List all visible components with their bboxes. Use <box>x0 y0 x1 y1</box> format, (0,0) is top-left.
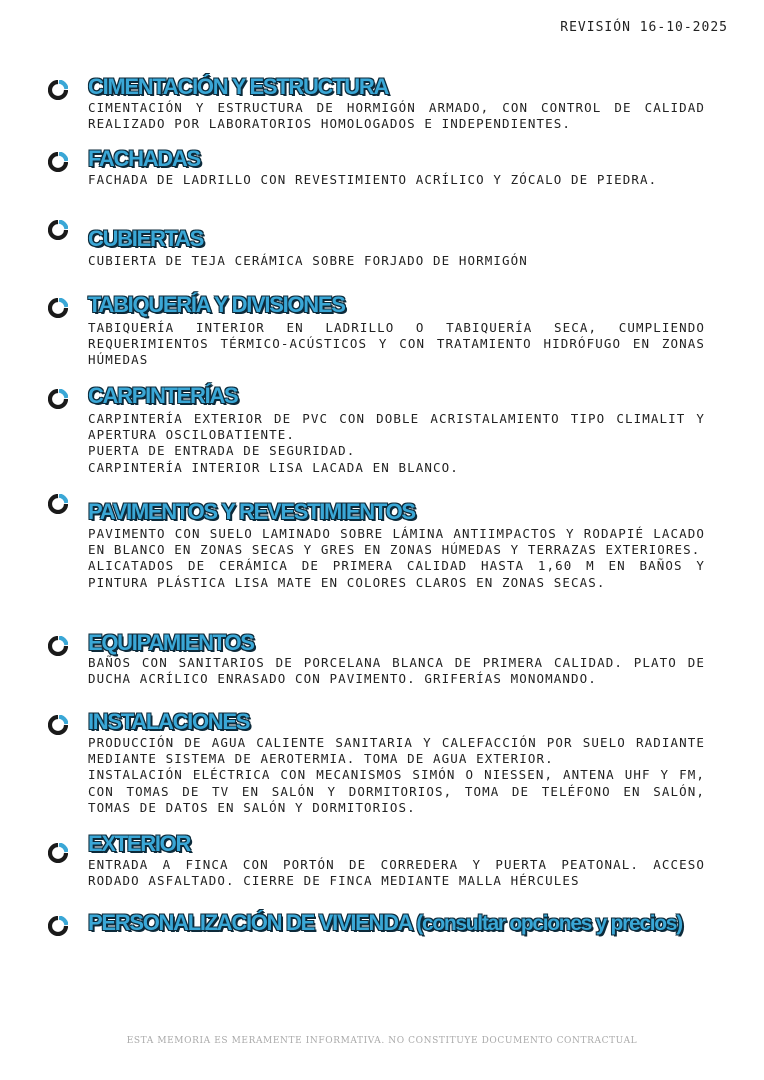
circular-arrow-icon <box>48 389 68 409</box>
section-heading <box>88 630 254 656</box>
circular-arrow-icon <box>48 494 68 514</box>
section-heading <box>88 709 249 735</box>
section-heading <box>88 383 237 409</box>
section-paragraph: ENTRADA A FINCA CON PORTÓN DE CORREDERA Y PUERTA PEATONAL. ACCESO RODADO ASFALTADO. CIERRE DE FINCA MEDIANTE MALLA HÉRCULES <box>88 857 705 889</box>
section-paragraph: CARPINTERÍA INTERIOR LISA LACADA EN BLANCO. <box>88 459 459 475</box>
section-body <box>88 253 705 269</box>
section-paragraph: FACHADA DE LADRILLO CON REVESTIMIENTO ACRÍLICO Y ZÓCALO DE PIEDRA. <box>88 172 658 187</box>
circular-arrow-icon <box>48 152 68 172</box>
section-heading-note: (consultar opciones y precios) <box>416 912 682 935</box>
section-heading-text: INSTALACIONES <box>88 709 250 734</box>
section-paragraph: ALICATADOS DE CERÁMICA DE PRIMERA CALIDAD HASTA 1,60 M EN BAÑOS Y PINTURA PLÁSTICA LISA MATE EN COLORES CLAROS EN ZONAS SECAS. <box>88 558 705 590</box>
circular-arrow-icon <box>48 843 68 863</box>
section-body <box>88 655 705 687</box>
section-heading <box>88 226 203 252</box>
section-paragraph: CARPINTERÍA EXTERIOR DE PVC CON DOBLE ACRISTALAMIENTO TIPO CLIMALIT Y APERTURA OSCILOBATIENTE. <box>88 411 705 443</box>
section-heading-text: EXTERIOR <box>88 831 191 856</box>
circular-arrow-icon <box>48 715 68 735</box>
section-heading <box>88 292 345 318</box>
section-paragraph: TABIQUERÍA INTERIOR EN LADRILLO O TABIQUERÍA SECA, CUMPLIENDO REQUERIMIENTOS TÉRMICO-ACÚSTICOS Y CON TRATAMIENTO HIDRÓFUGO EN ZONAS HÚMEDAS <box>88 320 705 368</box>
section-body <box>88 411 705 476</box>
section-heading-text: TABIQUERÍA Y DIVISIONES <box>88 292 345 317</box>
section-paragraph: PRODUCCIÓN DE AGUA CALIENTE SANITARIA Y CALEFACCIÓN POR SUELO RADIANTE MEDIANTE SISTEMA DE AEROTERMIA. TOMA DE AGUA EXTERIOR. <box>88 735 705 767</box>
circular-arrow-icon <box>48 636 68 656</box>
section-heading-text: FACHADAS <box>88 146 200 171</box>
section-paragraph: INSTALACIÓN ELÉCTRICA CON MECANISMOS SIMÓN O NIESSEN, ANTENA UHF Y FM, CON TOMAS DE TV EN SALÓN Y DORMITORIOS, TOMA DE TELÉFONO EN SALÓN, TOMAS DE DATOS EN SALÓN Y DORMITORIOS. <box>88 767 705 815</box>
section-heading-text: EQUIPAMIENTOS <box>88 630 254 655</box>
section-body <box>88 857 705 889</box>
section-body <box>88 526 705 591</box>
section-paragraph: BAÑOS CON SANITARIOS DE PORCELANA BLANCA DE PRIMERA CALIDAD. PLATO DE DUCHA ACRÍLICO ENRASADO CON PAVIMENTO. GRIFERÍAS MONOMANDO. <box>88 655 705 687</box>
revision-date: REVISIÓN 16-10-2025 <box>560 20 728 35</box>
section-heading-text: CARPINTERÍAS <box>88 383 238 408</box>
circular-arrow-icon <box>48 298 68 318</box>
section-heading <box>88 499 415 525</box>
circular-arrow-icon <box>48 220 68 240</box>
section-heading-text: PERSONALIZACIÓN DE VIVIENDA <box>88 910 412 935</box>
section-body <box>88 100 705 132</box>
section-body <box>88 172 705 188</box>
section-heading <box>88 146 200 172</box>
section-paragraph: CUBIERTA DE TEJA CERÁMICA SOBRE FORJADO DE HORMIGÓN <box>88 253 528 268</box>
section-body <box>88 735 705 816</box>
circular-arrow-icon <box>48 916 68 936</box>
section-paragraph: PAVIMENTO CON SUELO LAMINADO SOBRE LÁMINA ANTIIMPACTOS Y RODAPIÉ LACADO EN BLANCO EN ZONAS SECAS Y GRES EN ZONAS HÚMEDAS Y TERRAZAS EXTERIORES. <box>88 526 705 558</box>
section-paragraph: PUERTA DE ENTRADA DE SEGURIDAD. <box>88 443 356 459</box>
section-heading <box>88 910 682 936</box>
circular-arrow-icon <box>48 80 68 100</box>
section-heading <box>88 74 388 100</box>
section-heading-text: PAVIMENTOS Y REVESTIMIENTOS <box>88 499 415 524</box>
section-heading-text: CIMENTACIÓN Y ESTRUCTURA <box>88 74 389 99</box>
section-body <box>88 320 705 369</box>
section-paragraph: CIMENTACIÓN Y ESTRUCTURA DE HORMIGÓN ARMADO, CON CONTROL DE CALIDAD REALIZADO POR LABORATORIOS HOMOLOGADOS E INDEPENDIENTES. <box>88 100 705 132</box>
footer-disclaimer: ESTA MEMORIA ES MERAMENTE INFORMATIVA. NO CONSTITUYE DOCUMENTO CONTRACTUAL <box>126 1036 638 1046</box>
section-heading <box>88 831 190 857</box>
section-heading-text: CUBIERTAS <box>88 226 204 251</box>
